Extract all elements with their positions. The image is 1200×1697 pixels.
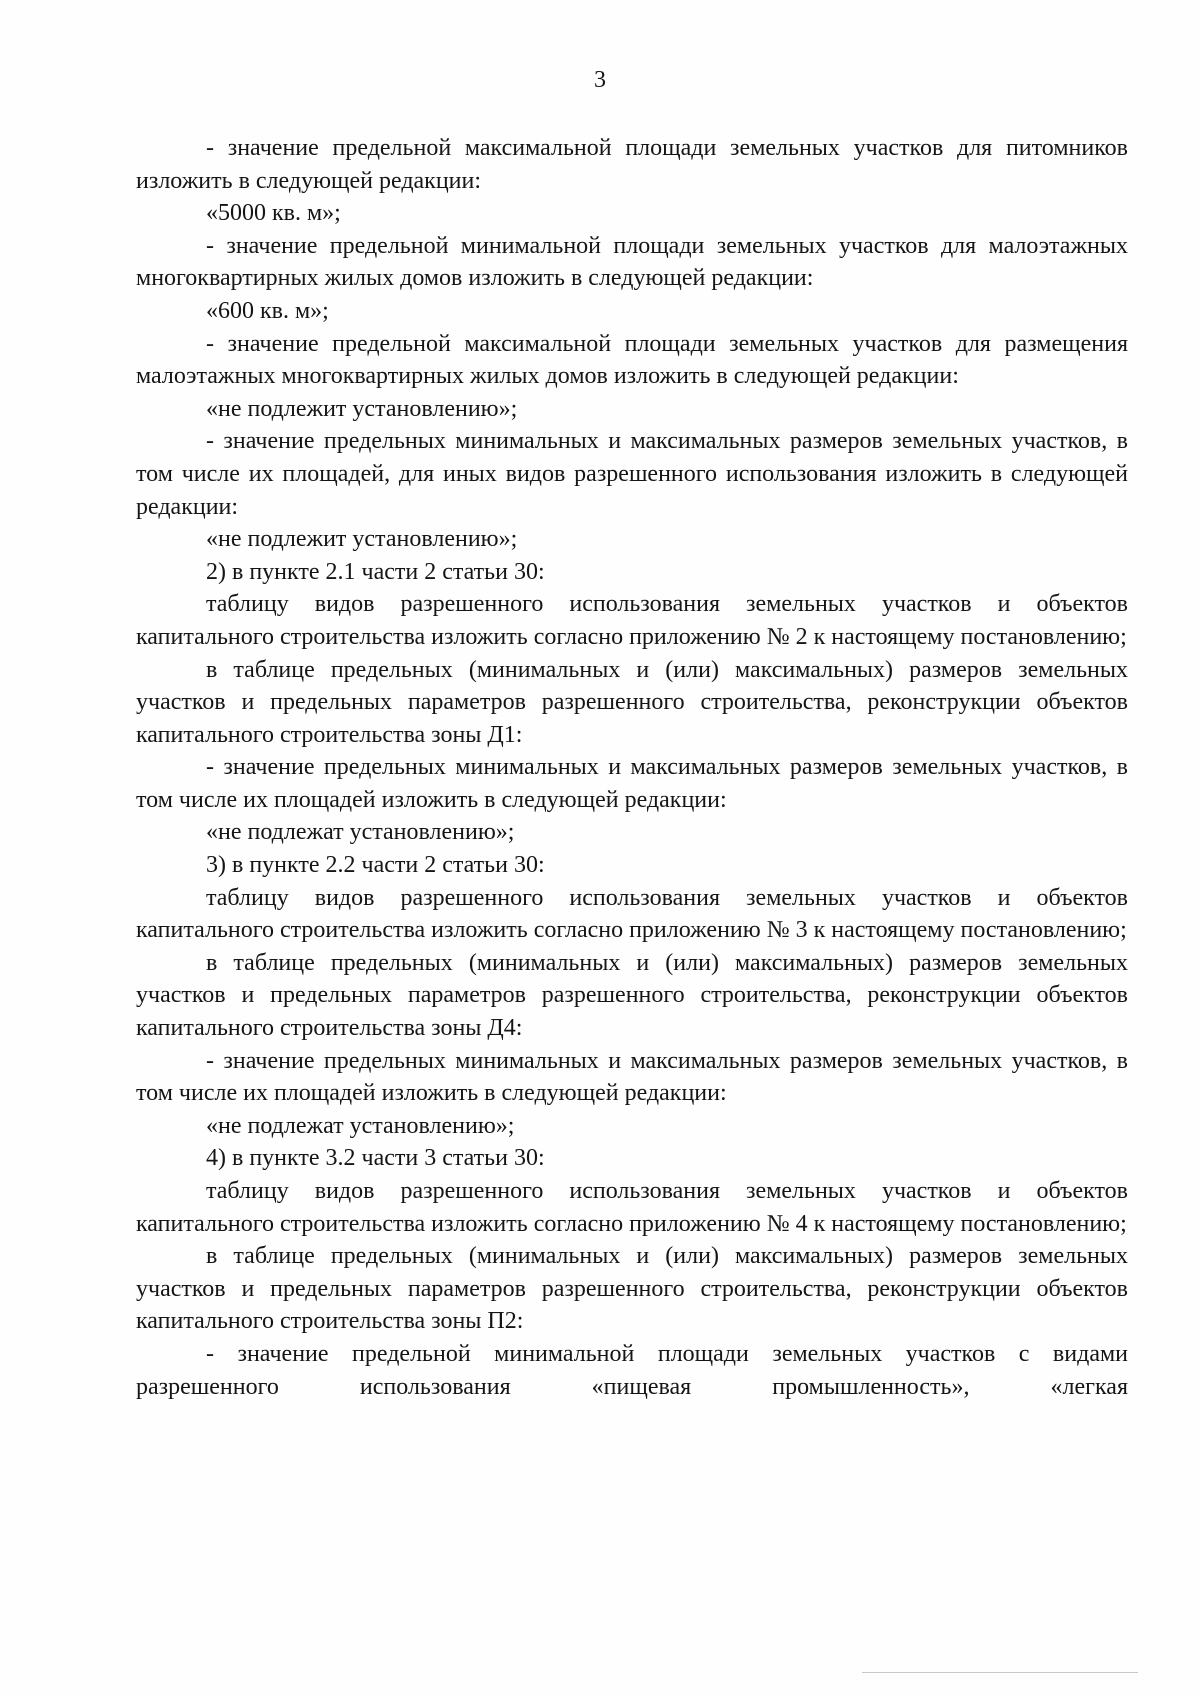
paragraph-11: в таблице предельных (минимальных и (или) максимальных) размеров земельных участков и предельных параметров разрешенного строительства, реконструкции объектов капитального строительства зоны Д1:	[136, 656, 1128, 748]
paragraph-9: 2) в пункте 2.1 части 2 статьи 30:	[206, 558, 545, 585]
paragraph-4: «600 кв. м»;	[206, 297, 329, 324]
paragraph-2: «5000 кв. м»;	[206, 200, 341, 227]
paragraph-21: в таблице предельных (минимальных и (или) максимальных) размеров земельных участков и предельных параметров разрешенного строительства, реконструкции объектов капитального строительства зоны П2:	[136, 1243, 1128, 1335]
paragraph-16: в таблице предельных (минимальных и (или) максимальных) размеров земельных участков и предельных параметров разрешенного строительства, реконструкции объектов капитального строительства зоны Д4:	[136, 949, 1128, 1042]
paragraph-1: - значение предельной максимальной площади земельных участков для питомников изложить в следующей редакции:	[136, 135, 1128, 194]
paragraph-14: 3) в пункте 2.2 части 2 статьи 30:	[206, 852, 545, 879]
paragraph-12: - значение предельных минимальных и максимальных размеров земельных участков, в том числе их площадей изложить в следующей редакции:	[136, 754, 1128, 813]
paragraph-18: «не подлежат установлению»;	[206, 1112, 515, 1139]
paragraph-22: - значение предельной минимальной площади земельных участков с видами разрешенного использования «пищевая промышленность», «легкая	[136, 1340, 1128, 1400]
paragraph-5: - значение предельной максимальной площади земельных участков для размещения малоэтажных многоквартирных жилых домов изложить в следующей редакции:	[136, 330, 1128, 390]
paragraph-8: «не подлежит установлению»;	[206, 526, 518, 553]
paragraph-10: таблицу видов разрешенного использования земельных участков и объектов капитального строительства изложить согласно приложению № 2 к настоящему постановлению;	[136, 591, 1128, 650]
paragraph-19: 4) в пункте 3.2 части 3 статьи 30:	[206, 1145, 545, 1172]
paragraph-3: - значение предельной минимальной площади земельных участков для малоэтажных многоквартирных жилых домов изложить в следующей редакции:	[136, 232, 1128, 292]
paragraph-15: таблицу видов разрешенного использования земельных участков и объектов капитального строительства изложить согласно приложению № 3 к настоящему постановлению;	[136, 884, 1128, 944]
paragraph-13: «не подлежат установлению»;	[206, 819, 515, 846]
page-number: 3	[594, 67, 606, 93]
bottom-rule	[862, 1672, 1138, 1673]
paragraph-6: «не подлежит установлению»;	[206, 395, 518, 422]
paragraph-20: таблицу видов разрешенного использования земельных участков и объектов капитального строительства изложить согласно приложению № 4 к настоящему постановлению;	[136, 1178, 1128, 1237]
paragraph-7: - значение предельных минимальных и максимальных размеров земельных участков, в том числе их площадей, для иных видов разрешенного использования изложить в следующей редакции:	[136, 428, 1128, 520]
document-body	[136, 132, 1128, 1403]
paragraph-17: - значение предельных минимальных и максимальных размеров земельных участков, в том числе их площадей изложить в следующей редакции:	[136, 1047, 1128, 1107]
